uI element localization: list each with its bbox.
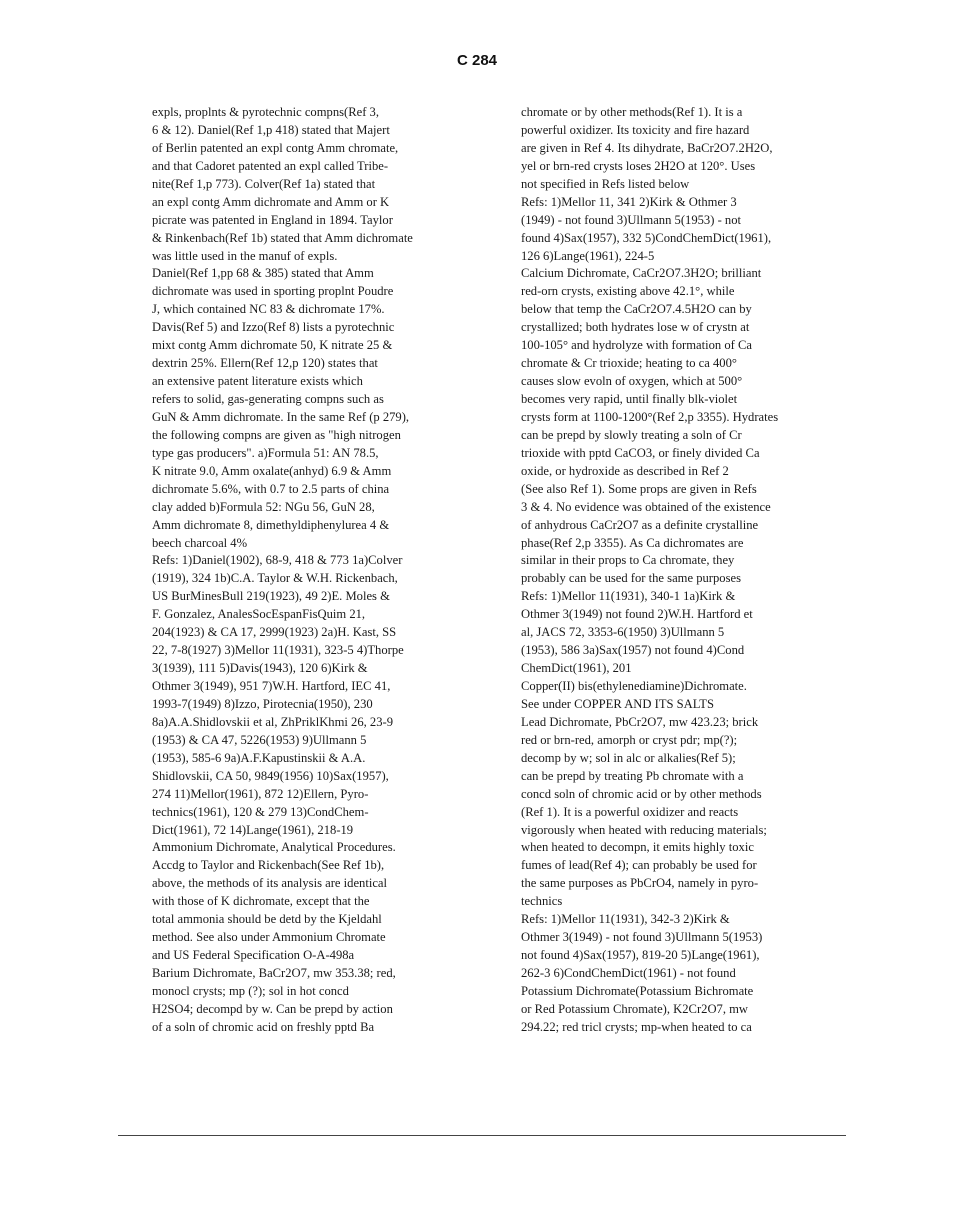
text-line: Refs: 1)Mellor 11(1931), 342-3 2)Kirk & bbox=[521, 912, 730, 927]
text-line: technics(1961), 120 & 279 13)CondChem- bbox=[152, 804, 369, 819]
text-line: 22, 7-8(1927) 3)Mellor 11(1931), 323-5 4)Thorpe bbox=[152, 643, 404, 658]
text-line: an extensive patent literature exists which bbox=[152, 374, 363, 389]
text-line: Amm dichromate 8, dimethyldiphenylurea 4 & bbox=[152, 517, 390, 532]
text-column-right bbox=[521, 104, 871, 1037]
footer-rule bbox=[118, 1135, 846, 1136]
text-line: causes slow evoln of oxygen, which at 500° bbox=[521, 374, 743, 389]
text-line: are given in Ref 4. Its dihydrate, BaCr2O7.2H2O, bbox=[521, 140, 773, 155]
text-line: of a soln of chromic acid on freshly pptd Ba bbox=[152, 1019, 375, 1034]
text-column-left bbox=[152, 104, 502, 1037]
text-line: refers to solid, gas-generating compns such as bbox=[152, 392, 384, 406]
text-line: (1953), 585-6 9a)A.F.Kapustinskii & A.A. bbox=[152, 750, 366, 765]
text-line: and US Federal Specification O-A-498a bbox=[152, 948, 355, 963]
text-line: beech charcoal 4% bbox=[152, 535, 248, 550]
text-line: phase(Ref 2,p 3355). As Ca dichromates are bbox=[521, 535, 744, 550]
text-line: crysts form at 1100-1200°(Ref 2,p 3355). Hydrates bbox=[521, 409, 779, 424]
text-line: and that Cadoret patented an expl called Tribe- bbox=[152, 158, 389, 173]
text-line: probably can be used for the same purposes bbox=[521, 571, 741, 586]
text-line: trioxide with pptd CaCO3, or finely divided Ca bbox=[521, 445, 760, 460]
text-line: al, JACS 72, 3353-6(1950) 3)Ullmann 5 bbox=[521, 625, 725, 640]
text-line: total ammonia should be detd by the Kjeldahl bbox=[152, 912, 382, 927]
text-line: 100-105° and hydrolyze with formation of Ca bbox=[521, 338, 752, 353]
text-line: not found 4)Sax(1957), 819-20 5)Lange(1961), bbox=[521, 948, 760, 963]
text-line: 126 6)Lange(1961), 224-5 bbox=[521, 248, 655, 263]
text-line: ChemDict(1961), 201 bbox=[521, 661, 632, 676]
text-line: expls, proplnts & pyrotechnic compns(Ref 3, bbox=[152, 105, 379, 119]
text-line: Othmer 3(1949) - not found 3)Ullmann 5(1953) bbox=[521, 930, 763, 945]
text-line: (1949) - not found 3)Ullmann 5(1953) - not bbox=[521, 212, 742, 227]
text-line: was little used in the manuf of expls. bbox=[152, 248, 338, 263]
text-line: 8a)A.A.Shidlovskii et al, ZhPriklKhmi 26, 23-9 bbox=[152, 714, 394, 729]
text-line: dextrin 25%. Ellern(Ref 12,p 120) states that bbox=[152, 356, 378, 371]
text-line: monocl crysts; mp (?); sol in hot concd bbox=[152, 983, 349, 998]
text-line: 3(1939), 111 5)Davis(1943), 120 6)Kirk & bbox=[152, 661, 368, 676]
text-line: red or brn-red, amorph or cryst pdr; mp(?); bbox=[521, 732, 738, 747]
text-line: mixt contg Amm dichromate 50, K nitrate 25 & bbox=[152, 338, 393, 353]
text-line: chromate & Cr trioxide; heating to ca 400° bbox=[521, 356, 737, 371]
text-line: K nitrate 9.0, Amm oxalate(anhyd) 6.9 & Amm bbox=[152, 463, 392, 478]
text-line: Ammonium Dichromate, Analytical Procedures. bbox=[152, 840, 396, 855]
text-line: Davis(Ref 5) and Izzo(Ref 8) lists a pyrotechnic bbox=[152, 320, 395, 335]
text-line: 1993-7(1949) 8)Izzo, Pirotecnia(1950), 230 bbox=[152, 696, 373, 711]
text-line: an expl contg Amm dichromate and Amm or K bbox=[152, 194, 390, 209]
text-line: (1919), 324 1b)C.A. Taylor & W.H. Rickenbach, bbox=[152, 571, 398, 586]
text-line: chromate or by other methods(Ref 1). It is a bbox=[521, 105, 743, 119]
text-line: (Ref 1). It is a powerful oxidizer and reacts bbox=[521, 804, 739, 819]
text-line: type gas producers". a)Formula 51: AN 78.5, bbox=[152, 445, 379, 460]
text-line: Accdg to Taylor and Rickenbach(See Ref 1b), bbox=[152, 858, 385, 873]
page-header: C 284 bbox=[456, 52, 498, 69]
text-line: Lead Dichromate, PbCr2O7, mw 423.23; brick bbox=[521, 714, 759, 729]
text-line: below that temp the CaCr2O7.4.5H2O can by bbox=[521, 302, 752, 317]
text-line: oxide, or hydroxide as described in Ref 2 bbox=[521, 463, 729, 478]
text-line: above, the methods of its analysis are identical bbox=[152, 876, 388, 891]
text-line: US BurMinesBull 219(1923), 49 2)E. Moles & bbox=[152, 589, 390, 604]
text-line: concd soln of chromic acid or by other methods bbox=[521, 786, 762, 801]
text-line: clay added b)Formula 52: NGu 56, GuN 28, bbox=[152, 499, 375, 514]
text-line: GuN & Amm dichromate. In the same Ref (p 279), bbox=[152, 409, 410, 424]
text-line: Potassium Dichromate(Potassium Bichromate bbox=[521, 983, 754, 998]
text-line: (1953) & CA 47, 5226(1953) 9)Ullmann 5 bbox=[152, 732, 367, 747]
text-line: (1953), 586 3a)Sax(1957) not found 4)Cond bbox=[521, 643, 745, 658]
text-line: F. Gonzalez, AnalesSocEspanFisQuim 21, bbox=[152, 607, 366, 622]
text-line: with those of K dichromate, except that the bbox=[152, 894, 370, 909]
text-line: 3 & 4. No evidence was obtained of the existence bbox=[521, 499, 771, 514]
text-line: of anhydrous CaCr2O7 as a definite crystalline bbox=[521, 517, 759, 532]
text-line: J, which contained NC 83 & dichromate 17%. bbox=[152, 302, 385, 317]
text-line: Dict(1961), 72 14)Lange(1961), 218-19 bbox=[152, 822, 354, 837]
text-line: yel or brn-red crysts loses 2H2O at 120°. Uses bbox=[521, 158, 756, 173]
text-line: not specified in Refs listed below bbox=[521, 176, 690, 191]
text-line: becomes very rapid, until finally blk-violet bbox=[521, 392, 738, 406]
text-line: Calcium Dichromate, CaCr2O7.3H2O; brilliant bbox=[521, 266, 762, 281]
text-line: Othmer 3(1949) not found 2)W.H. Hartford et bbox=[521, 607, 753, 622]
text-line: Shidlovskii, CA 50, 9849(1956) 10)Sax(1957), bbox=[152, 768, 389, 783]
text-line: picrate was patented in England in 1894. Taylor bbox=[152, 212, 393, 227]
text-line: powerful oxidizer. Its toxicity and fire hazard bbox=[521, 122, 750, 137]
text-line: & Rinkenbach(Ref 1b) stated that Amm dichromate bbox=[152, 230, 413, 245]
text-line: (See also Ref 1). Some props are given in Refs bbox=[521, 481, 757, 496]
text-line: technics bbox=[521, 894, 563, 909]
text-line: the same purposes as PbCrO4, namely in pyro- bbox=[521, 876, 759, 891]
text-line: nite(Ref 1,p 773). Colver(Ref 1a) stated that bbox=[152, 176, 376, 191]
text-line: can be prepd by treating Pb chromate with a bbox=[521, 768, 744, 783]
text-line: of Berlin patented an expl contg Amm chromate, bbox=[152, 140, 399, 155]
text-line: Copper(II) bis(ethylenediamine)Dichromate. bbox=[521, 679, 747, 693]
text-line: 274 11)Mellor(1961), 872 12)Ellern, Pyro- bbox=[152, 786, 369, 801]
text-line: method. See also under Ammonium Chromate bbox=[152, 930, 386, 945]
text-line: dichromate was used in sporting proplnt Poudre bbox=[152, 284, 394, 299]
text-line: H2SO4; decompd by w. Can be prepd by action bbox=[152, 1001, 393, 1016]
text-line: Refs: 1)Mellor 11, 341 2)Kirk & Othmer 3 bbox=[521, 194, 737, 209]
text-line: Barium Dichromate, BaCr2O7, mw 353.38; red, bbox=[152, 966, 396, 980]
text-line: similar in their props to Ca chromate, they bbox=[521, 553, 735, 568]
text-line: the following compns are given as "high nitrogen bbox=[152, 427, 401, 442]
text-line: Refs: 1)Daniel(1902), 68-9, 418 & 773 1a)Colver bbox=[152, 553, 403, 568]
text-line: red-orn crysts, existing above 42.1°, while bbox=[521, 284, 735, 299]
text-line: 262-3 6)CondChemDict(1961) - not found bbox=[521, 966, 736, 980]
text-line: 6 & 12). Daniel(Ref 1,p 418) stated that Majert bbox=[152, 122, 390, 137]
text-line: decomp by w; sol in alc or alkalies(Ref 5); bbox=[521, 750, 736, 765]
text-line: dichromate 5.6%, with 0.7 to 2.5 parts of china bbox=[152, 481, 390, 496]
text-line: or Red Potassium Chromate), K2Cr2O7, mw bbox=[521, 1001, 749, 1016]
text-line: vigorously when heated with reducing materials; bbox=[521, 822, 767, 837]
text-line: when heated to decompn, it emits highly toxic bbox=[521, 840, 754, 855]
text-line: 294.22; red tricl crysts; mp-when heated to ca bbox=[521, 1019, 752, 1034]
text-line: Othmer 3(1949), 951 7)W.H. Hartford, IEC 41, bbox=[152, 679, 391, 693]
text-line: Daniel(Ref 1,pp 68 & 385) stated that Amm bbox=[152, 266, 374, 281]
text-line: Refs: 1)Mellor 11(1931), 340-1 1a)Kirk & bbox=[521, 589, 736, 604]
text-line: 204(1923) & CA 17, 2999(1923) 2a)H. Kast, SS bbox=[152, 625, 397, 640]
text-line: found 4)Sax(1957), 332 5)CondChemDict(1961), bbox=[521, 230, 772, 245]
text-line: fumes of lead(Ref 4); can probably be used for bbox=[521, 858, 757, 873]
text-line: See under COPPER AND ITS SALTS bbox=[521, 696, 715, 711]
text-line: can be prepd by slowly treating a soln of Cr bbox=[521, 427, 742, 442]
text-line: crystallized; both hydrates lose w of crystn at bbox=[521, 320, 750, 335]
